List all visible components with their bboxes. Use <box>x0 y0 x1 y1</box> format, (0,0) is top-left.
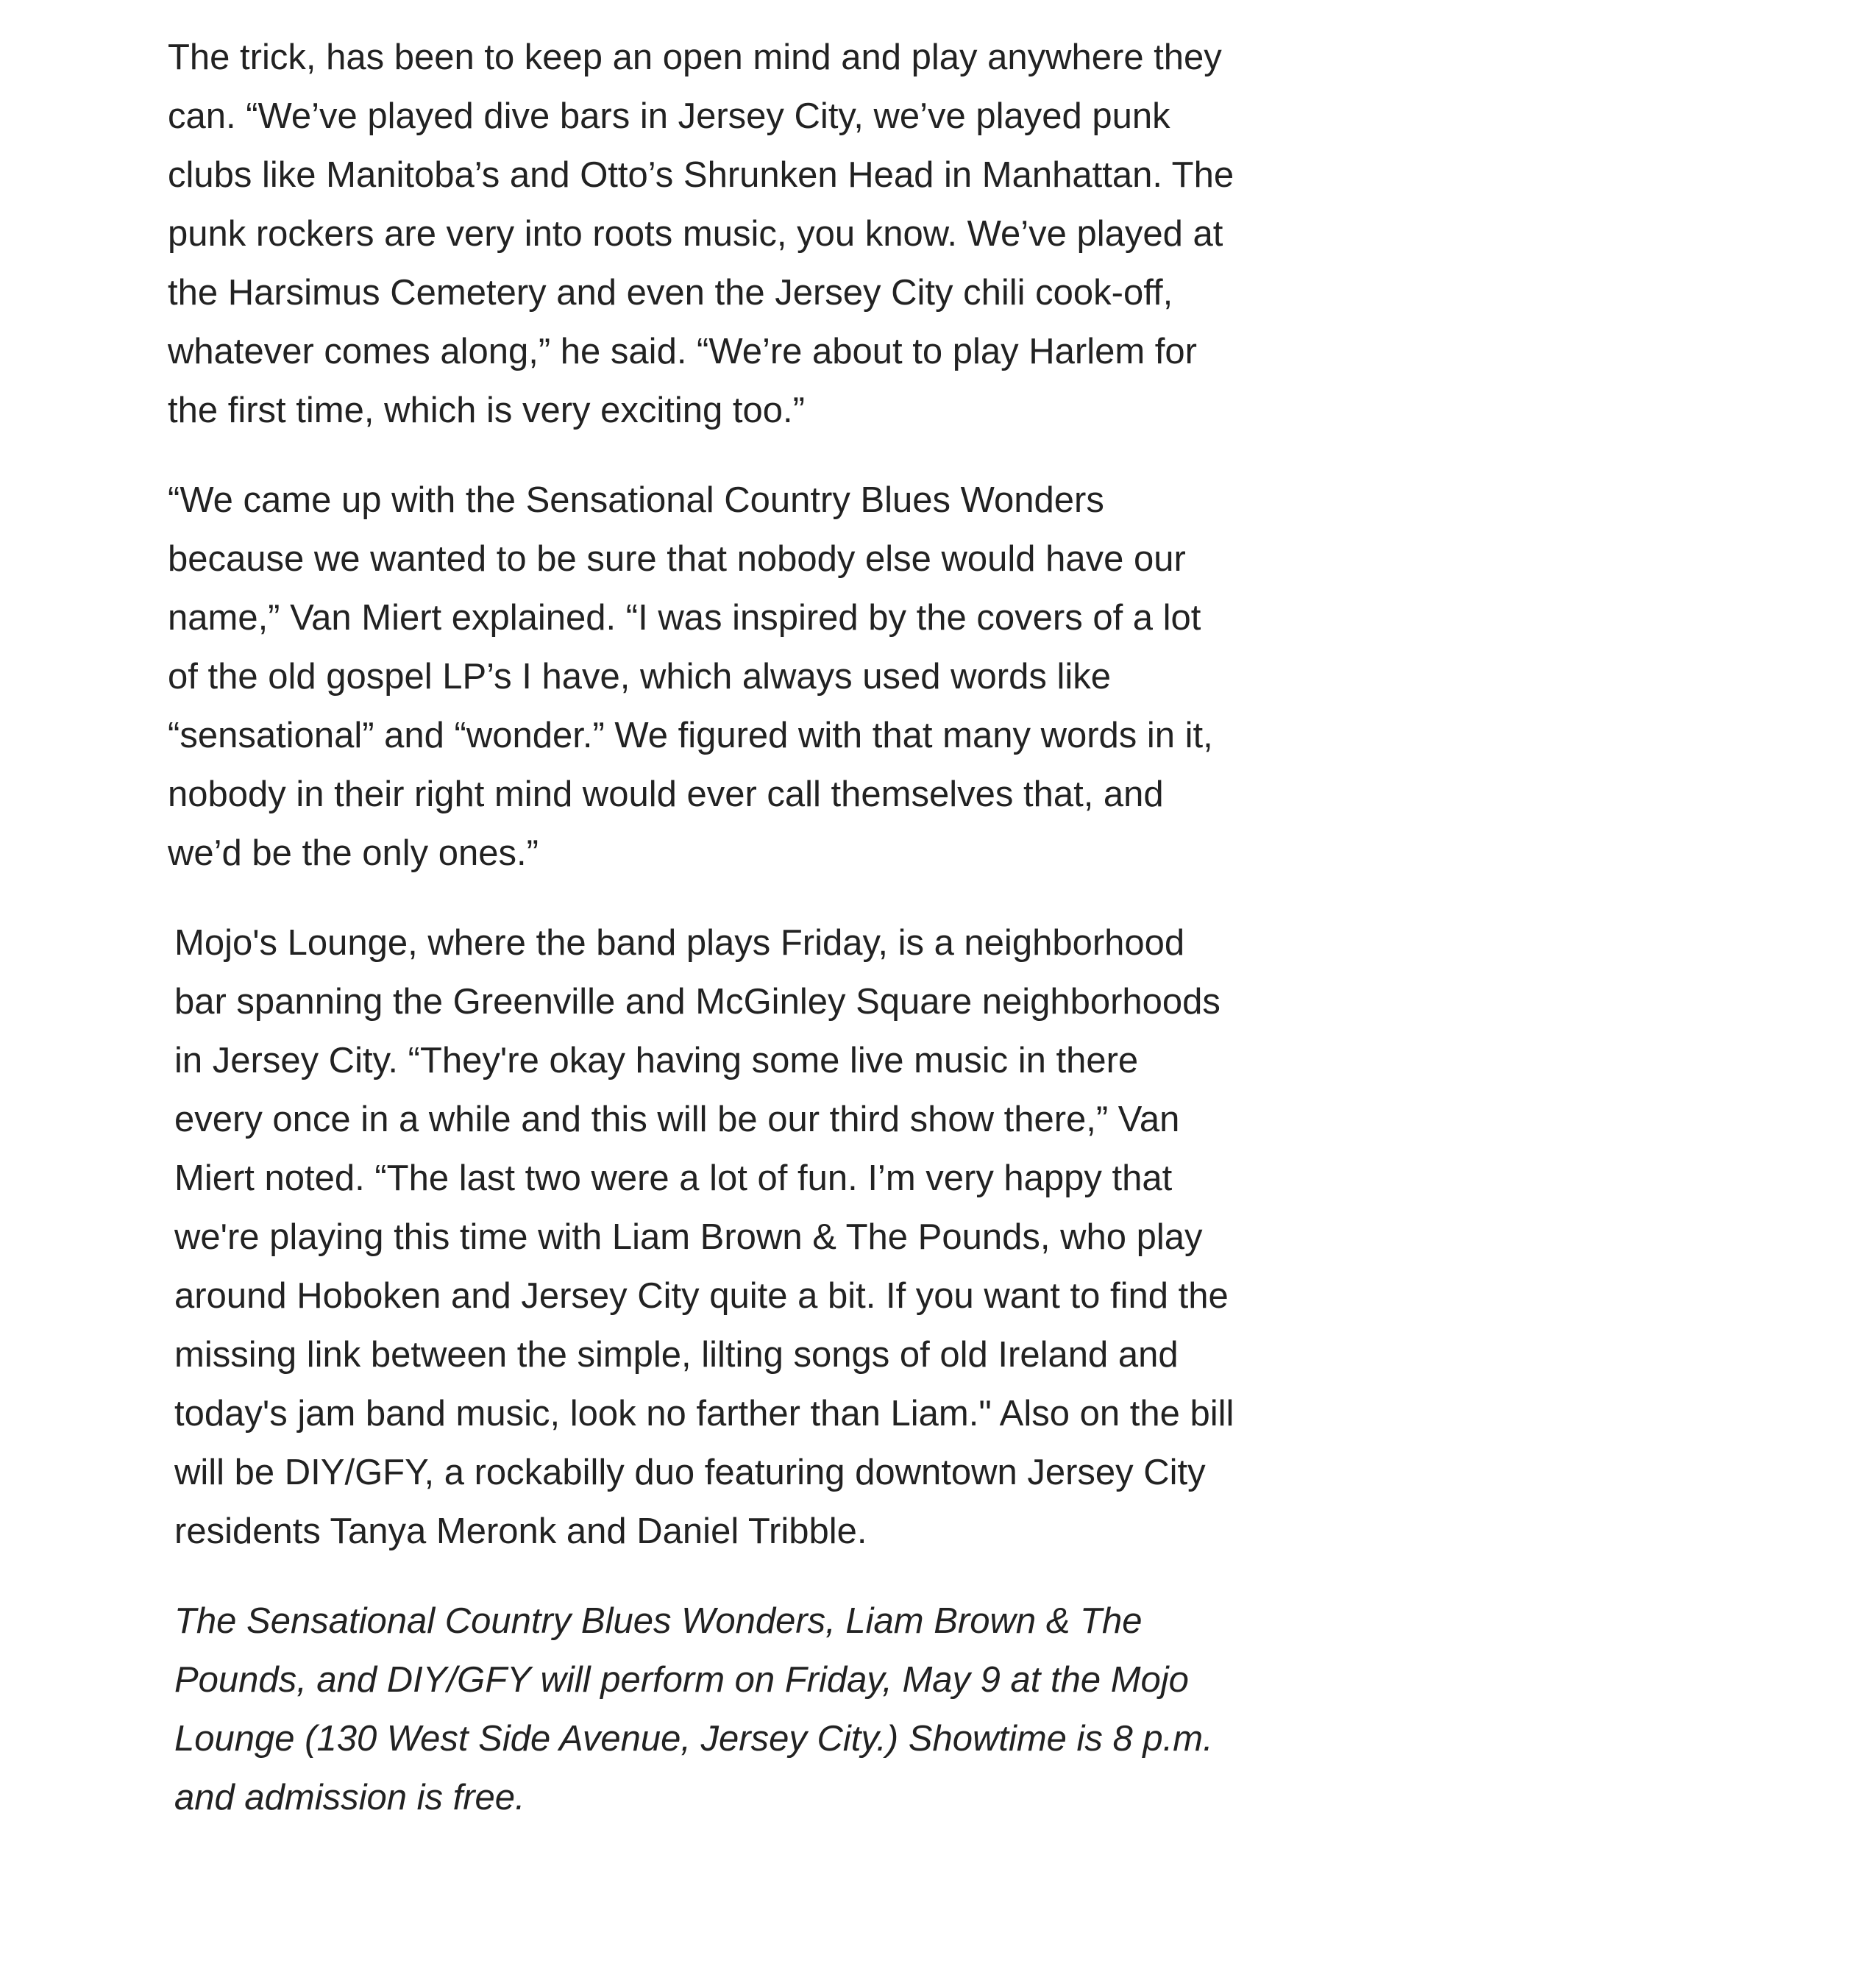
paragraph-open-mind: The trick, has been to keep an open mind and play anywhere they can. “We’ve played dive bars in Jersey City, we’ve played punk clubs like Manitoba’s and Otto’s Shrunken Head in Manhattan. The punk rockers are very into roots music, you know. We’ve played at the Harsimus Cemetery and even the Jersey City chili cook-off, whatever comes along,” he said. “We’re about to play Harlem for the first time, which is very exciting too.” <box>168 38 1234 430</box>
paragraph-event-details: The Sensational Country Blues Wonders, Liam Brown & The Pounds, and DIY/GFY will perform on Friday, May 9 at the Mojo Lounge (130 West Side Avenue, Jersey City.) Showtime is 8 p.m. and admission is free. <box>174 1601 1213 1817</box>
paragraph-mojos-lounge: Mojo's Lounge, where the band plays Friday, is a neighborhood bar spanning the Greenville and McGinley Square neighborhoods in Jersey City. “They're okay having some live music in there every once in a while and this will be our third show there,” Van Miert noted. “The last two were a lot of fun. I’m very happy that we're playing this time with Liam Brown & The Pounds, who play around Hoboken and Jersey City quite a bit. If you want to find the missing link between the simple, lilting songs of old Ireland and today's jam band music, look no farther than Liam." Also on the bill will be DIY/GFY, a rockabilly duo featuring downtown Jersey City residents Tanya Meronk and Daniel Tribble. <box>174 923 1234 1551</box>
paragraph-band-name: “We came up with the Sensational Country Blues Wonders because we wanted to be sure that nobody else would have our name,” Van Miert explained. “I was inspired by the covers of a lot of the old gospel LP’s I have, which always used words like “sensational” and “wonder.” We figured with that many words in it, nobody in their right mind would ever call themselves that, and we’d be the only ones.” <box>168 480 1213 873</box>
article-body <box>168 28 1234 1858</box>
